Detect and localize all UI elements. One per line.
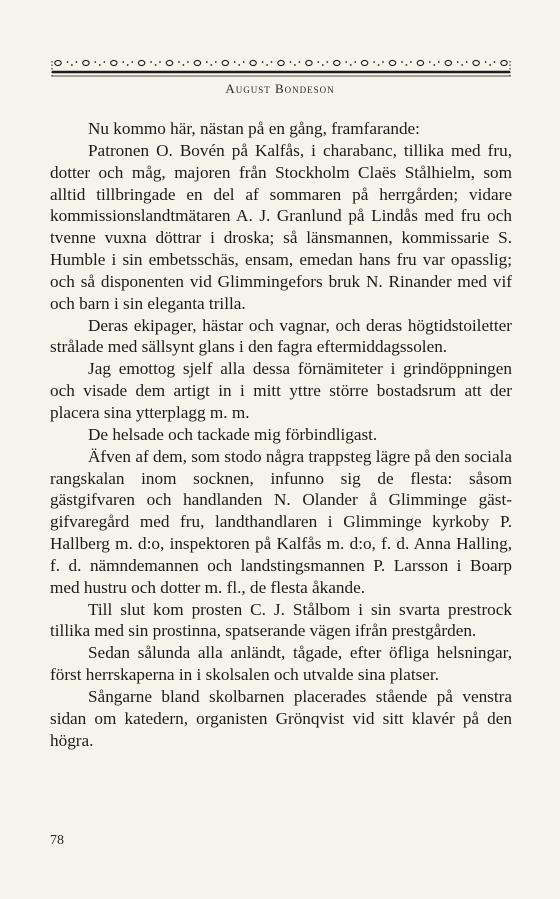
ornament-dot — [378, 64, 380, 66]
ornament-dot — [183, 64, 185, 66]
ornament-ring — [222, 60, 228, 65]
paragraph: Jag emottog sjelf alla dessa förnämiteter i grindöppningen och visade dem artigt in i mitt yttre större bostadsrum att der placera sina ytterplagg m. m. — [50, 359, 512, 422]
ornament-dot — [127, 64, 129, 66]
ornament-dot — [354, 61, 356, 63]
ornament-dot — [299, 61, 301, 63]
ornament-dot — [266, 64, 268, 66]
paragraph: Sedan sålunda alla anländt, tågade, efter öfliga helsningar, först herrskaperna in i skolsalen och utvalde sina platser. — [50, 643, 512, 685]
ornament-dot — [406, 64, 408, 66]
ornament-dot — [410, 61, 412, 63]
ornament-ring — [473, 60, 479, 65]
paragraph: Till slut kom prosten C. J. Stålbom i sin svarta prestrock tillika med sin prostinna, spatserande vägen ifrån prestgården. — [50, 599, 512, 641]
ornament-dot — [494, 61, 496, 63]
paragraph: Patronen O. Bovén på Kalfås, i charabanc, tillika med fru, dotter och måg, majoren från Stockholm Claës Stålhielm, som alltid tillbringade en del af sommaren på herrgården; vidare kommissionslandtmätaren A. J. Granlund på Lindås med fru och tvenne vuxna döttrar i droska; så länsmannen, kommissarie S. Humble i sin embetsschäs, ensam, emedan hans fru var opasslig; och så disponenten vid Glimmingefors bruk N. Rinander med vif och barn i sin eleganta trilla. — [50, 140, 512, 313]
ornament-dot — [215, 61, 217, 63]
ornament-dot — [234, 61, 236, 63]
ornament-dot — [322, 64, 324, 66]
ornament-dot — [243, 61, 245, 63]
running-head: August Bondeson — [225, 81, 335, 96]
ornament-dot — [457, 61, 459, 63]
ornament-ring — [194, 60, 200, 65]
ornament-dot — [122, 61, 124, 63]
ornament-dot — [345, 61, 347, 63]
ornament-dot — [71, 64, 73, 66]
body-text — [50, 118, 512, 751]
ornament-dot — [290, 61, 292, 63]
ornament-dot — [178, 61, 180, 63]
ornament-dot — [326, 61, 328, 63]
ornament-dot — [433, 64, 435, 66]
ornament-ring — [501, 60, 507, 65]
ornament-dot — [401, 61, 403, 63]
ornament-ring — [445, 60, 451, 65]
ornament-dot — [94, 61, 96, 63]
ornament-ring — [138, 60, 144, 65]
ornament-ring — [389, 60, 395, 65]
ornament-ring — [361, 60, 367, 65]
ornament-ring — [417, 60, 423, 65]
ornament-dot — [466, 61, 468, 63]
ornament-dot — [485, 61, 487, 63]
paragraph: Äfven af dem, som stodo några trappsteg lägre på den sociala rangskalan inom socknen, infunno sig de flesta: såsom gästgifvaren och handlanden N. Olander å Glimminge gästgifvaregård med fru, landthandlaren i Glimminge kyrkoby P. Hallberg m. d:o, inspektoren på Kalfås m. d:o, f. d. Anna Halling, f. d. nämndemannen och landstingsmannen P. Larsson i Boarp med hustru och dotter m. fl., de flesta åkande. — [50, 446, 512, 597]
ornament-dot — [206, 61, 208, 63]
ornament-ring — [278, 60, 284, 65]
ornament-dot — [187, 61, 189, 63]
ornament-dot — [489, 64, 491, 66]
ornament-dot — [350, 64, 352, 66]
page-number: 78 — [50, 833, 64, 848]
ornament-ring — [250, 60, 256, 65]
ornament-dot — [317, 61, 319, 63]
ornament-dot — [210, 64, 212, 66]
paragraph: De helsade och tackade mig förbindligast. — [88, 424, 378, 444]
ornament-dot — [429, 61, 431, 63]
ornament-dot — [103, 61, 105, 63]
ornament-dot — [155, 64, 157, 66]
decorative-ornament-border — [50, 54, 512, 80]
ornament-dot — [150, 61, 152, 63]
ornament-dot — [159, 61, 161, 63]
paragraph: Deras ekipager, hästar och vagnar, och deras högtidstoiletter strålade med sällsynt glans i den fagra eftermiddagssolen. — [50, 315, 512, 357]
ornament-ring — [55, 60, 61, 65]
ornament-dot — [99, 64, 101, 66]
paragraph: Sångarne bland skolbarnen placerades stående på venstra sidan om katedern, organisten Grönqvist vid sitt klavér på den högra. — [50, 686, 512, 750]
ornament-dot — [294, 64, 296, 66]
ornament-ring — [83, 60, 89, 65]
ornament-ring — [334, 60, 340, 65]
ornament-dot — [262, 61, 264, 63]
ornament-dot — [461, 64, 463, 66]
ornament-ring — [166, 60, 172, 65]
ornament-dot — [67, 61, 69, 63]
ornament-dot — [131, 61, 133, 63]
ornament-dot — [76, 61, 78, 63]
ornament-dot — [438, 61, 440, 63]
ornament-ring — [306, 60, 312, 65]
paragraph: Nu kommo här, nästan på en gång, framfarande: — [88, 119, 420, 138]
ornament-dot — [373, 61, 375, 63]
ornament-dot — [271, 61, 273, 63]
ornament-dot — [382, 61, 384, 63]
ornament-ring — [111, 60, 117, 65]
ornament-dot — [238, 64, 240, 66]
